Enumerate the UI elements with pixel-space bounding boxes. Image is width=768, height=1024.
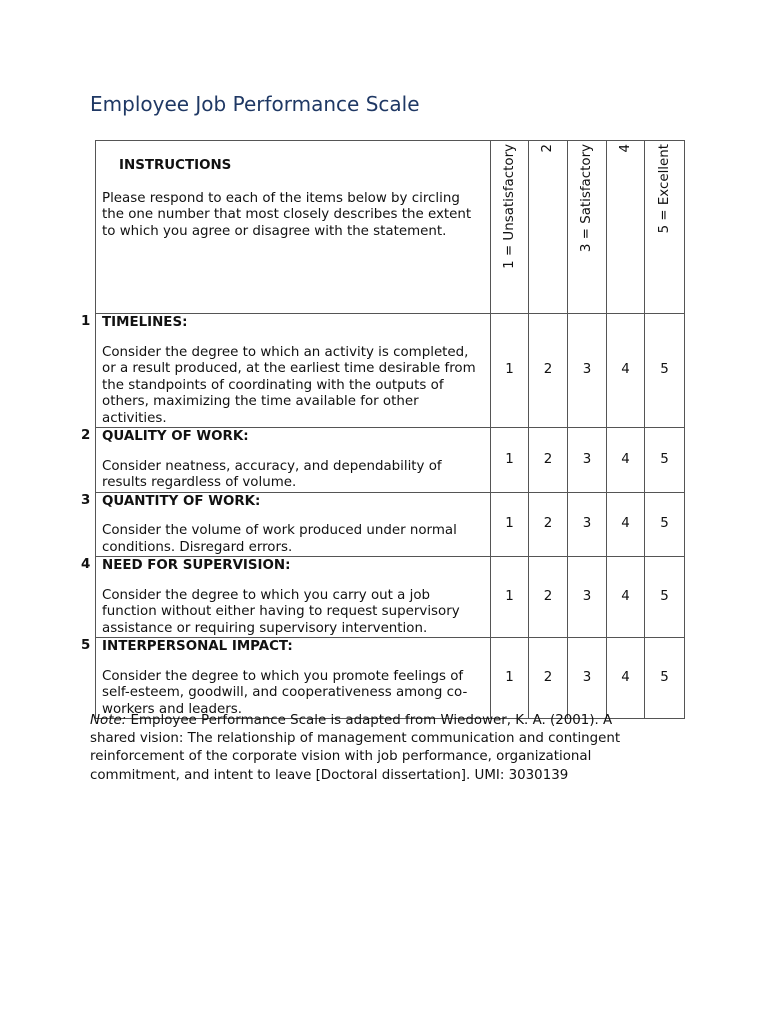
scale-header-4 bbox=[607, 141, 645, 314]
rating-option[interactable]: 4 bbox=[607, 638, 645, 719]
table-row bbox=[96, 314, 685, 428]
rating-option[interactable]: 2 bbox=[529, 428, 568, 493]
note-label: Note: bbox=[90, 713, 127, 728]
item-number: 4 bbox=[81, 557, 91, 572]
scale-header-label: 1 = Unsatisfactory bbox=[501, 144, 517, 269]
rating-option[interactable]: 2 bbox=[529, 314, 568, 428]
rating-option[interactable]: 5 bbox=[645, 557, 685, 638]
rating-option[interactable]: 2 bbox=[529, 557, 568, 638]
scale-header-1 bbox=[491, 141, 529, 314]
item-cell bbox=[81, 314, 491, 428]
note-text: Employee Performance Scale is adapted from Wiedower, K. A. (2001). A shared vision: The relationship of management communication and contingent reinforcement of the corporate vision with job performance, organizational commitment, and intent to leave [Doctoral dissertation]. UMI: 3030139 bbox=[90, 713, 621, 783]
instructions-heading: INSTRUCTIONS bbox=[119, 158, 232, 173]
instructions-text: Please respond to each of the items below by circling the one number that most closely describes the extent to which you agree or disagree with the statement. bbox=[102, 190, 472, 239]
table-row bbox=[96, 428, 685, 493]
scale-header-3 bbox=[568, 141, 607, 314]
item-title: QUANTITY OF WORK: bbox=[102, 493, 261, 509]
item-title: QUALITY OF WORK: bbox=[102, 429, 249, 444]
item-number: 5 bbox=[81, 638, 91, 653]
performance-scale-table bbox=[81, 140, 685, 719]
instructions-cell bbox=[96, 141, 491, 314]
scale-header-label: 5 = Excellent bbox=[656, 144, 672, 234]
rating-option[interactable]: 5 bbox=[645, 492, 685, 557]
rating-option[interactable]: 3 bbox=[568, 557, 607, 638]
rating-option[interactable]: 2 bbox=[529, 638, 568, 719]
rating-option[interactable]: 1 bbox=[491, 428, 529, 493]
rating-option[interactable]: 4 bbox=[607, 428, 645, 493]
item-description: Consider the degree to which an activity is completed, or a result produced, at the earliest time desirable from the standpoints of coordinating with the outputs of others, maximizing the time available for other activities. bbox=[102, 344, 476, 426]
rating-option[interactable]: 3 bbox=[568, 314, 607, 428]
rating-option[interactable]: 4 bbox=[607, 492, 645, 557]
scale-header-label: 4 bbox=[617, 144, 633, 153]
rating-option[interactable]: 3 bbox=[568, 428, 607, 493]
item-description: Consider the degree to which you carry out a job function without either having to request supervisory assistance or requiring supervisory intervention. bbox=[102, 587, 460, 636]
rating-option[interactable]: 1 bbox=[491, 638, 529, 719]
header-row bbox=[96, 141, 685, 314]
item-number: 1 bbox=[81, 314, 91, 329]
rating-option[interactable]: 4 bbox=[607, 314, 645, 428]
item-number: 3 bbox=[81, 492, 91, 508]
rating-option[interactable]: 1 bbox=[491, 557, 529, 638]
rating-option[interactable]: 5 bbox=[645, 638, 685, 719]
source-note bbox=[90, 712, 650, 785]
scale-header-label: 2 bbox=[539, 144, 555, 153]
rating-option[interactable]: 1 bbox=[491, 492, 529, 557]
item-description: Consider the volume of work produced under normal conditions. Disregard errors. bbox=[102, 523, 457, 555]
item-title: TIMELINES: bbox=[102, 315, 188, 330]
rating-option[interactable]: 4 bbox=[607, 557, 645, 638]
rating-option[interactable]: 1 bbox=[491, 314, 529, 428]
rating-option[interactable]: 3 bbox=[568, 492, 607, 557]
table-row bbox=[96, 492, 685, 557]
item-description: Consider the degree to which you promote feelings of self-esteem, goodwill, and cooperativeness among co-workers and leaders. bbox=[102, 668, 468, 717]
item-cell bbox=[81, 492, 491, 557]
rating-option[interactable]: 3 bbox=[568, 638, 607, 719]
table-row bbox=[96, 557, 685, 638]
item-cell bbox=[81, 428, 491, 493]
item-title: INTERPERSONAL IMPACT: bbox=[102, 639, 293, 654]
item-description: Consider neatness, accuracy, and dependability of results regardless of volume. bbox=[102, 458, 442, 490]
page-title: Employee Job Performance Scale bbox=[90, 92, 420, 116]
item-number: 2 bbox=[81, 428, 91, 443]
rating-option[interactable]: 5 bbox=[645, 428, 685, 493]
scale-header-2 bbox=[529, 141, 568, 314]
rating-option[interactable]: 2 bbox=[529, 492, 568, 557]
rating-option[interactable]: 5 bbox=[645, 314, 685, 428]
scale-header-5 bbox=[645, 141, 685, 314]
item-title: NEED FOR SUPERVISION: bbox=[102, 558, 291, 573]
item-cell bbox=[81, 638, 491, 719]
table-row bbox=[96, 638, 685, 719]
scale-header-label: 3 = Satisfactory bbox=[578, 144, 594, 253]
item-cell bbox=[81, 557, 491, 638]
